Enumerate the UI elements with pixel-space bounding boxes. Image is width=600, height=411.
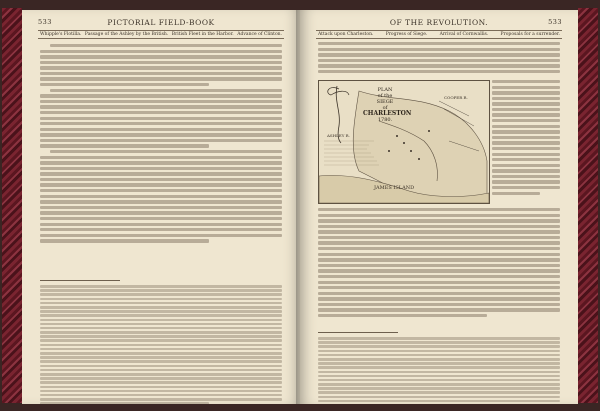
left-subheads	[38, 30, 284, 39]
left-subhead-3: British Fleet in the Harbor.	[171, 32, 234, 37]
right-subhead-3: Arrival of Cornwallis.	[439, 32, 489, 37]
left-subhead-2: Passage of the Ashley by the British.	[84, 32, 169, 37]
right-subhead-4: Proposals for a surrender.	[500, 32, 560, 37]
left-body-text	[40, 44, 282, 245]
map-label-cooper: COOPER R.	[444, 95, 468, 100]
map-label-island: JAMES ISLAND	[374, 185, 415, 191]
left-footnotes	[40, 285, 282, 404]
right-subhead-2: Progress of Siege.	[385, 32, 428, 37]
right-subhead-1: Attack upon Charleston.	[318, 32, 374, 37]
left-subhead-1: Whipple's Flotilla.	[40, 32, 82, 37]
map-label-river: ASHLEY R.	[327, 133, 350, 138]
right-footnote-rule	[318, 332, 398, 333]
right-marbled-edge	[578, 8, 598, 403]
left-footnote-rule	[40, 280, 120, 281]
right-side-column	[492, 80, 560, 197]
right-page-number: 533	[548, 18, 562, 26]
right-page	[300, 10, 578, 404]
left-page	[22, 10, 300, 404]
left-running-title: PICTORIAL FIELD-BOOK	[107, 18, 215, 27]
right-footnotes	[318, 337, 560, 404]
right-running-title: OF THE REVOLUTION.	[389, 18, 489, 27]
right-subheads	[316, 30, 562, 39]
left-page-number: 533	[38, 18, 52, 26]
left-subhead-4: Advance of Clinton.	[237, 32, 282, 37]
left-running-head	[38, 18, 284, 28]
right-running-head	[316, 18, 562, 28]
right-body-text-bottom	[318, 208, 560, 320]
map-title: PLAN of the SIEGE of CHARLESTON 1780.	[363, 87, 412, 123]
right-body-text-top	[318, 42, 560, 75]
left-marbled-edge	[2, 8, 22, 403]
siege-map	[318, 80, 490, 204]
